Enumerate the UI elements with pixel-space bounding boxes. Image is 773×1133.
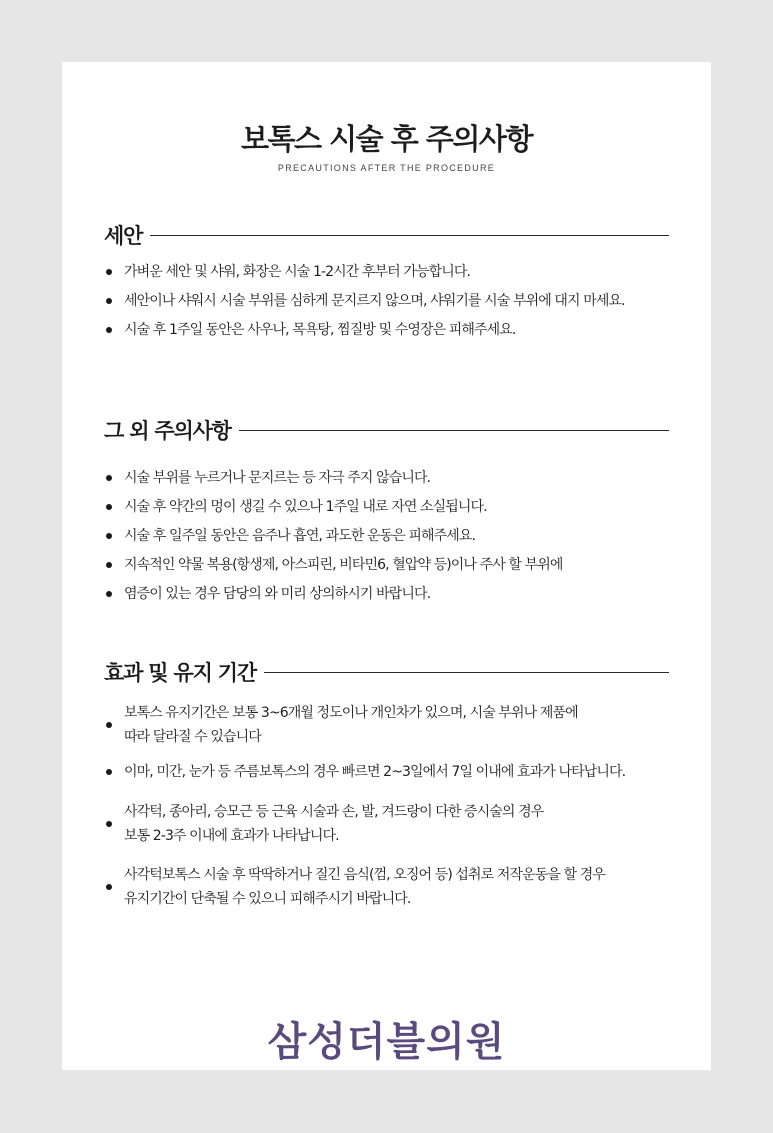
page-subtitle: PRECAUTIONS AFTER THE PROCEDURE bbox=[277, 163, 496, 173]
list-item-text: 시술 부위를 누르거나 문지르는 등 자극 주지 않습니다. bbox=[124, 470, 431, 486]
section-list bbox=[104, 701, 669, 915]
bullet-icon bbox=[106, 769, 112, 775]
list-item bbox=[104, 291, 669, 320]
list-item-text: 사각턱보톡스 시술 후 딱딱하거나 질긴 음식(껌, 오징어 등) 섭취로 저작운동을 할 경우 bbox=[124, 867, 605, 883]
list-item-text: 이마, 미간, 눈가 등 주름보톡스의 경우 빠르면 2~3일에서 7일 이내에 효과가 나타납니다. bbox=[124, 764, 626, 780]
bullet-icon bbox=[106, 591, 112, 597]
list-item bbox=[104, 701, 669, 760]
section-list bbox=[104, 262, 669, 349]
list-item bbox=[104, 497, 669, 526]
bullet-icon bbox=[106, 298, 112, 304]
list-item-text: 시술 후 1주일 동안은 사우나, 목욕탕, 찜질방 및 수영장은 피해주세요. bbox=[124, 322, 516, 338]
list-item bbox=[104, 800, 669, 863]
list-item-text: 시술 후 일주일 동안은 음주나 흡연, 과도한 운동은 피해주세요. bbox=[124, 528, 476, 544]
bullet-icon bbox=[106, 884, 112, 890]
list-item-text: 보통 2-3주 이내에 효과가 나타납니다. bbox=[124, 828, 339, 844]
page-title: 보톡스 시술 후 주의사항 bbox=[241, 122, 532, 156]
section-effect-duration bbox=[104, 657, 669, 915]
list-item-text: 시술 후 약간의 멍이 생길 수 있으나 1주일 내로 자연 소실됩니다. bbox=[124, 499, 487, 515]
bullet-icon bbox=[106, 504, 112, 510]
bullet-icon bbox=[106, 327, 112, 333]
list-item bbox=[104, 320, 669, 349]
section-header bbox=[104, 657, 669, 687]
list-item-text: 보톡스 유지기간은 보통 3~6개월 정도이나 개인차가 있으며, 시술 부위나 제품에 bbox=[124, 705, 578, 721]
section-title: 그 외 주의사항 bbox=[104, 419, 231, 443]
clinic-logo: 삼성더블의원 bbox=[267, 1018, 506, 1065]
list-item-text: 따라 달라질 수 있습니다 bbox=[124, 729, 261, 745]
list-item-text: 가벼운 세안 및 샤워, 화장은 시술 1-2시간 후부터 가능합니다. bbox=[124, 264, 471, 280]
section-header bbox=[104, 220, 669, 250]
list-item-text: 세안이나 샤워시 시술 부위를 심하게 문지르지 않으며, 샤워기를 시술 부위에 대지 마세요. bbox=[124, 293, 625, 309]
section-title: 효과 및 유지 기간 bbox=[104, 661, 256, 685]
section-face-wash bbox=[104, 220, 669, 349]
bullet-icon bbox=[106, 533, 112, 539]
list-item-text: 지속적인 약물 복용(항생제, 아스피린, 비타민6, 혈압약 등)이나 주사 할 부위에 bbox=[124, 557, 563, 573]
section-header bbox=[104, 415, 669, 445]
list-item bbox=[104, 262, 669, 291]
list-item bbox=[104, 526, 669, 555]
section-divider bbox=[264, 672, 669, 673]
bullet-icon bbox=[106, 722, 112, 728]
section-divider bbox=[239, 430, 669, 431]
list-item-text: 유지기간이 단축될 수 있으니 피해주시기 바랍니다. bbox=[124, 891, 411, 907]
list-item bbox=[104, 468, 669, 497]
bullet-icon bbox=[106, 562, 112, 568]
list-item bbox=[104, 555, 669, 584]
list-item bbox=[104, 760, 669, 800]
bullet-icon bbox=[106, 475, 112, 481]
section-title: 세안 bbox=[104, 224, 143, 248]
list-item bbox=[104, 863, 669, 915]
list-item bbox=[104, 584, 669, 613]
section-divider bbox=[150, 235, 669, 236]
precautions-card bbox=[62, 62, 711, 1070]
bullet-icon bbox=[106, 269, 112, 275]
section-other-precautions bbox=[104, 415, 669, 613]
list-item-text: 사각턱, 종아리, 승모근 등 근육 시술과 손, 발, 겨드랑이 다한 증시술의 경우 bbox=[124, 804, 544, 820]
list-item-text: 염증이 있는 경우 담당의 와 미리 상의하시기 바랍니다. bbox=[124, 586, 431, 602]
section-list bbox=[104, 468, 669, 613]
bullet-icon bbox=[106, 821, 112, 827]
